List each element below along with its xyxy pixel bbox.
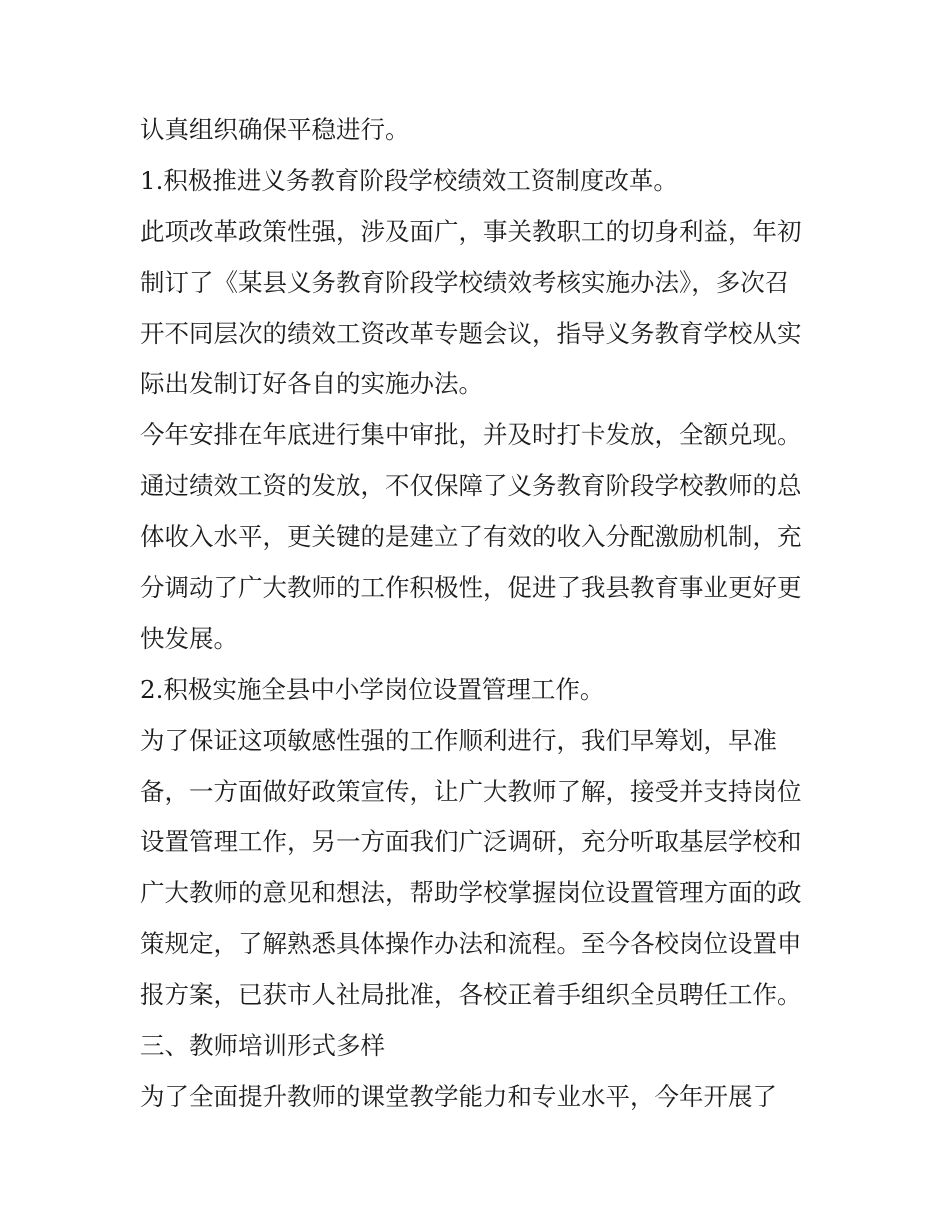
text-line: 报方案，已获市人社局批准，各校正着手组织全员聘任工作。 xyxy=(140,980,802,1010)
text-line: 快发展。 xyxy=(140,623,238,653)
text-line: 此项改革政策性强，涉及面广，事关教职工的切身利益，年初 xyxy=(140,216,802,246)
text-line: 通过绩效工资的发放，不仅保障了义务教育阶段学校教师的总 xyxy=(140,471,802,501)
text-line: 广大教师的意见和想法，帮助学校掌握岗位设置管理方面的政 xyxy=(140,878,802,908)
section-heading: 1.积极推进义务教育阶段学校绩效工资制度改革。 xyxy=(140,165,678,195)
text-line: 为了保证这项敏感性强的工作顺利进行，我们早筹划，早准 xyxy=(140,725,777,755)
text-line: 际出发制订好各自的实施办法。 xyxy=(140,369,483,399)
text-line: 认真组织确保平稳进行。 xyxy=(140,115,410,144)
text-line: 体收入水平，更关键的是建立了有效的收入分配激励机制，充 xyxy=(140,522,802,552)
section-heading: 2.积极实施全县中小学岗位设置管理工作。 xyxy=(140,674,605,704)
text-line: 制订了《某县义务教育阶段学校绩效考核实施办法》，多次召 xyxy=(140,267,790,297)
text-line: 分调动了广大教师的工作积极性，促进了我县教育事业更好更 xyxy=(140,573,802,603)
text-line: 开不同层次的绩效工资改革专题会议，指导义务教育学校从实 xyxy=(140,318,802,348)
section-heading: 三、教师培训形式多样 xyxy=(140,1031,385,1061)
document-body xyxy=(140,105,840,1123)
text-line: 备，一方面做好政策宣传，让广大教师了解，接受并支持岗位 xyxy=(140,776,802,806)
text-line: 今年安排在年底进行集中审批，并及时打卡发放，全额兑现。 xyxy=(140,420,802,450)
text-line: 策规定，了解熟悉具体操作办法和流程。至今各校岗位设置申 xyxy=(140,929,802,959)
text-line: 为了全面提升教师的课堂教学能力和专业水平，今年开展了 xyxy=(140,1081,777,1111)
text-line: 设置管理工作，另一方面我们广泛调研，充分听取基层学校和 xyxy=(140,827,802,857)
